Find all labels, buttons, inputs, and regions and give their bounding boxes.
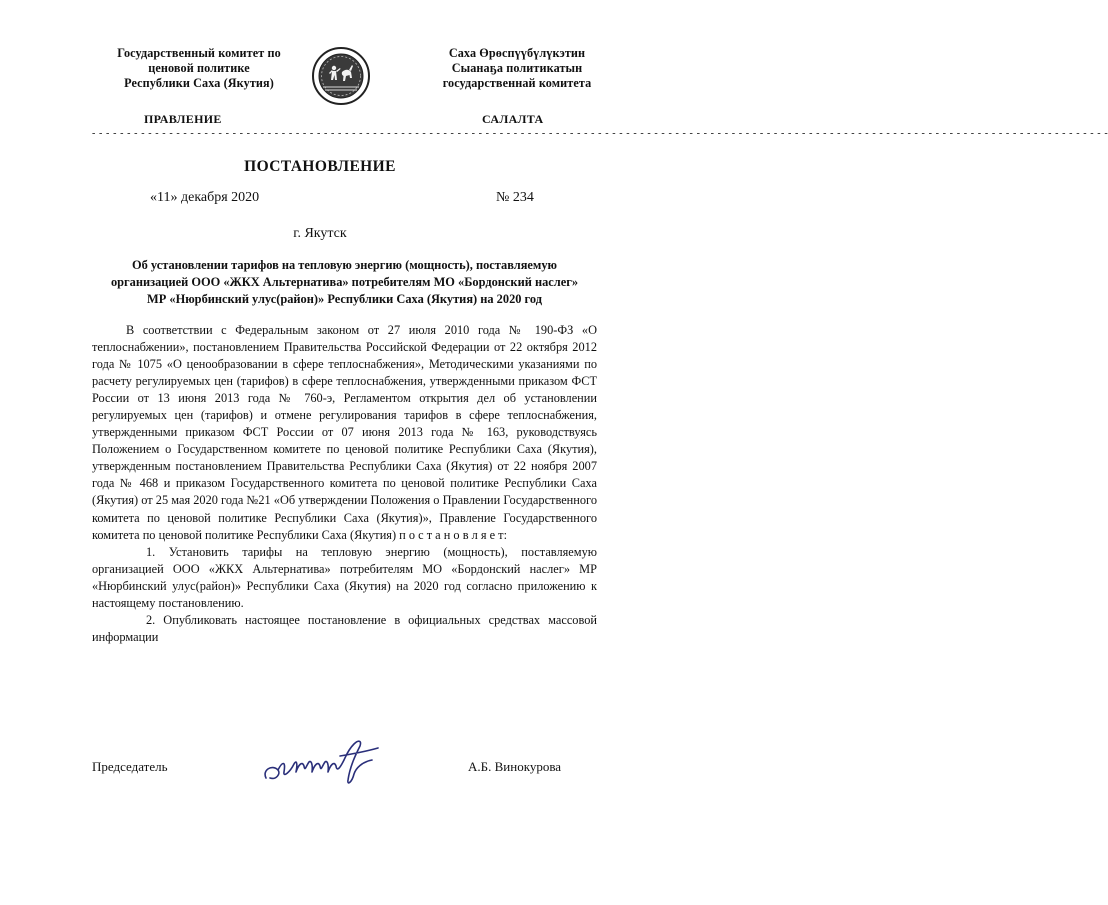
header-right [412,46,622,91]
signer-name: А.Б. Винокурова [468,759,562,774]
intro-paragraph: В соответствии с Федеральным законом от 27 июля 2010 года № 190-ФЗ «О теплоснабжении», постановлением Правительства Российской Федерации от 22 октября 2012 года № 1075 «О ценообразовании в сфере теплоснабжения», Методическими указаниями по расчету регулируемых цен (тарифов) в сфере теплоснабжения, утвержденными приказом ФСТ России от 13 июня 2013 года № 760-э, Регламентом открытия дел об установлении регулируемых цен (тарифов) и отмене регулирования тарифов в сфере теплоснабжения, утвержденными приказом ФСТ России от 07 июня 2013 года № 163, руководствуясь Положением о Государственном комитете по ценовой политике Республики Саха (Якутия), утвержденным постановлением Правительства Республики Саха (Якутия) от 22 ноября 2007 года № 468 и приказом Государственного комитета по ценовой политике Республики Саха (Якутия) от 25 мая 2020 года №21 «Об утверждении Положения о Правлении Государственного комитета по ценовой политике Республики Саха (Якутия)», Правление Государственного комитета по ценовой политике Республики Саха (Якутия) п о с т а н о в л я е т: [92,323,597,542]
header-left [84,46,314,91]
department-label-right: САЛАЛТА [482,112,544,126]
subject-line: МР «Нюрбинский улус(район)» Республики Саха (Якутия) на 2020 год [147,292,542,306]
document-body [92,322,597,646]
subject-line: организацией ООО «ЖКХ Альтернатива» потребителям МО «Бордонский наслег» [110,275,579,289]
department-label-left: ПРАВЛЕНИЕ [144,112,222,126]
header-left-line: Государственный комитет по [117,46,281,60]
document-date: «11» декабря 2020 [150,190,260,205]
resolution-item-1: 1. Установить тарифы на тепловую энергию (мощность), поставляемую организацией ООО «ЖКХ Альтернатива» потребителям МО «Бордонский наслег» МР «Нюрбинский улус(район)» Республики Саха (Якутия) на 2020 год согласно приложению к настоящему постановлению. [92,544,597,610]
header-left-line: ценовой политике [148,61,250,75]
header-right-line: государственнай комитета [442,76,592,90]
sakha-republic-emblem-icon [311,46,371,106]
document-title: ПОСТАНОВЛЕНИЕ [244,158,396,175]
header-divider: - - - - - - - - - - - - - - - - - - - - - - - - - - - - - - - - - - - - - - - - - - - - - - - - - - - - - - - - - - - - - - - - - - - - - - - - - - - - - - - - - - - - - - - - - - - - - - - - - - - - - - - - - - - - - - - - - - - - - - - - - - - - - - - - - - - - - - - - - - - - - - - - - [92,128,1108,139]
document-number: № 234 [496,190,534,205]
resolution-item-2: 2. Опубликовать настоящее постановление в официальных средствах массовой информации [92,612,597,644]
document-city: г. Якутск [293,226,347,241]
handwritten-signature [256,726,396,792]
subject-line: Об установлении тарифов на тепловую энергию (мощность), поставляемую [131,258,558,272]
header-right-line: Сыанаҕа политикатын [451,61,583,75]
header-right-line: Саха Өрөспүүбүлүкэтин [448,46,586,60]
signer-role: Председатель [92,759,168,774]
header-left-line: Республики Саха (Якутия) [124,76,274,90]
document-subject [92,257,597,308]
